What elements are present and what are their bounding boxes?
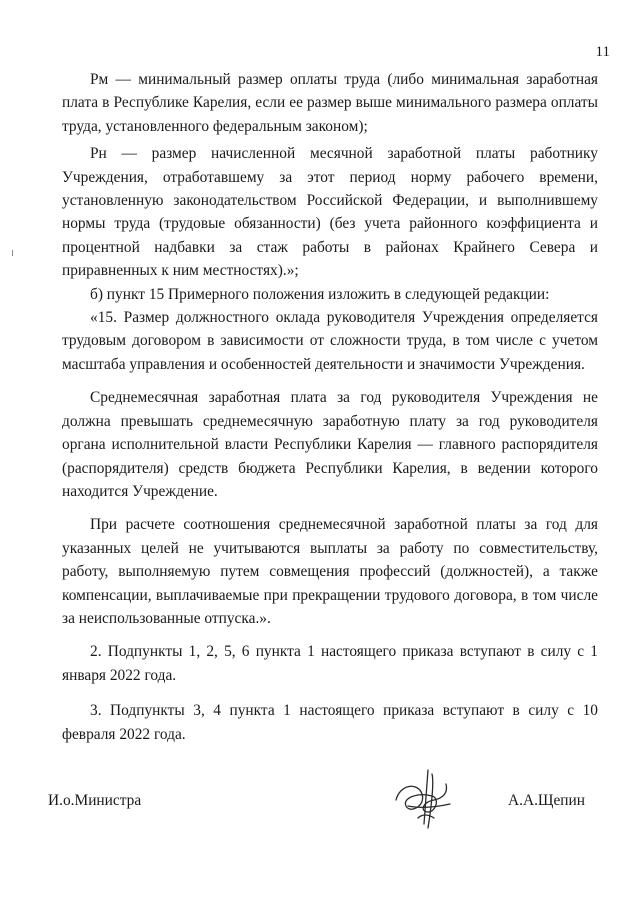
paragraph-effective-jan: 2. Подпункты 1, 2, 5, 6 пункта 1 настоящего приказа вступают в силу с 1 января 2022 года. — [62, 643, 598, 684]
paragraph-average-salary: Среднемесячная заработная плата за год руководителя Учреждения не должна превышать среднемесячную заработную плату за год руководителя органа исполнительной власти Республики Карелия — главного распорядителя (распорядителя) средств бюджета Республики Карелия, в ведении которого находится Учреждение. — [62, 389, 598, 500]
signatory-title: И.о.Министра — [48, 792, 142, 809]
document-body — [62, 68, 598, 746]
paragraph-effective-feb: 3. Подпункты 3, 4 пункта 1 настоящего приказа вступают в силу с 10 февраля 2022 года. — [62, 702, 598, 743]
paragraph-clause-15: «15. Размер должностного оклада руководителя Учреждения определяется трудовым договором в зависимости от сложности труда, в том числе с учетом масштаба управления и особенностей деятельности и значимости Учреждения. — [62, 309, 598, 373]
scan-artifact — [12, 250, 13, 256]
paragraph-rn-definition: Рн — размер начисленной месячной заработной платы работнику Учреждения, отработавшему за этот период норму рабочего времени, установленную законодательством Российской Федерации, и выполнившему нормы труда (трудовые обязанности) (без учета районного коэффициента и процентной надбавки за стаж работы в районах Крайнего Севера и приравненных к ним местностях).»; — [62, 145, 598, 280]
signatory-name: А.А.Щепин — [508, 792, 585, 809]
page-number: 11 — [595, 44, 610, 60]
paragraph-item-b: б) пункт 15 Примерного положения изложить в следующей редакции: — [90, 285, 550, 303]
signature-block — [0, 792, 640, 832]
paragraph-calculation: При расчете соотношения среднемесячной заработной платы за год для указанных целей не учитываются выплаты за работу по совместительству, работу, выполняемую путем совмещения профессий (должностей), а также компенсации, выплачиваемые при прекращении трудового договора, в том числе за неиспользованные отпуска.». — [62, 516, 598, 627]
paragraph-rm-definition: Рм — минимальный размер оплаты труда (либо минимальная заработная плата в Республике Карелия, если ее размер выше минимального размера оплаты труда, установленного федеральным законом); — [62, 71, 598, 135]
